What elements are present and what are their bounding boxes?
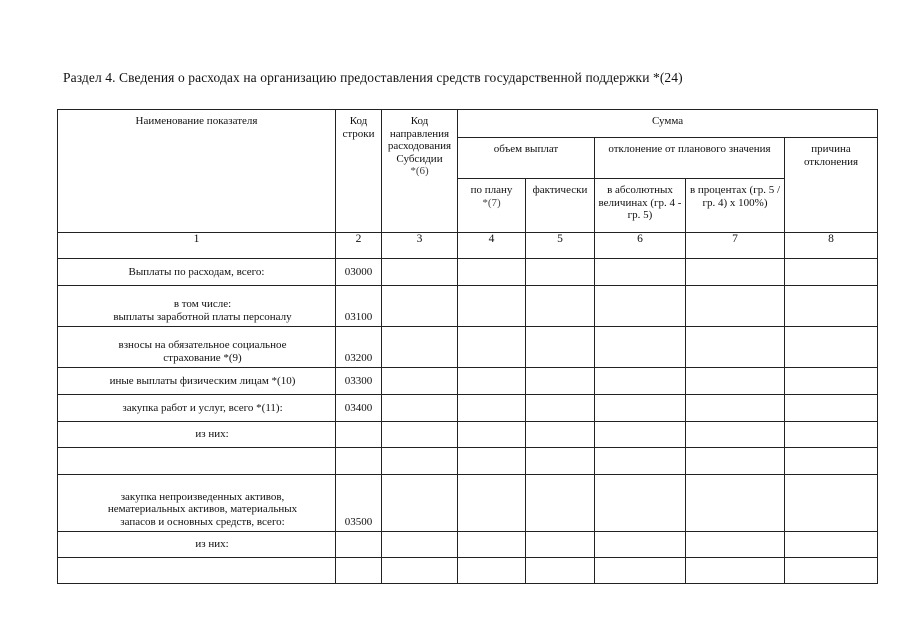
row-label[interactable] [58,558,336,584]
data-cell[interactable] [686,558,785,584]
row-code: 03500 [336,475,382,532]
column-number: 8 [785,233,878,259]
data-cell[interactable] [595,475,686,532]
data-cell[interactable] [526,448,595,475]
header-code: Код строки [336,110,382,233]
row-code[interactable] [336,558,382,584]
table-row [58,286,878,327]
data-cell[interactable] [458,368,526,395]
column-number: 3 [382,233,458,259]
column-number: 2 [336,233,382,259]
row-code[interactable] [336,448,382,475]
data-cell[interactable] [686,327,785,368]
data-cell[interactable] [785,558,878,584]
column-number: 4 [458,233,526,259]
data-cell[interactable] [595,422,686,448]
data-cell[interactable] [595,395,686,422]
data-cell[interactable] [382,475,458,532]
data-cell[interactable] [595,286,686,327]
data-cell[interactable] [382,558,458,584]
row-label: взносы на обязательное социальное страхование *(9) [58,327,336,368]
row-code [336,422,382,448]
data-cell[interactable] [458,395,526,422]
data-cell[interactable] [458,475,526,532]
row-code [336,532,382,558]
header-reason: причина отклонения [785,138,878,233]
row-label: закупка непроизведенных активов, нематериальных активов, материальных запасов и основных средств, всего: [58,475,336,532]
data-cell[interactable] [785,448,878,475]
row-code: 03400 [336,395,382,422]
data-cell[interactable] [785,368,878,395]
data-cell[interactable] [526,368,595,395]
data-cell[interactable] [785,395,878,422]
table-row [58,448,878,475]
data-cell[interactable] [785,259,878,286]
data-cell[interactable] [785,327,878,368]
data-cell[interactable] [526,286,595,327]
column-numbers-row [58,233,878,259]
row-code: 03300 [336,368,382,395]
data-cell[interactable] [526,475,595,532]
data-cell[interactable] [382,422,458,448]
header-deviation: отклонение от планового значения [595,138,785,179]
row-label: иные выплаты физическим лицам *(10) [58,368,336,395]
data-cell[interactable] [526,532,595,558]
data-cell[interactable] [382,395,458,422]
row-label: из них: [58,422,336,448]
data-cell[interactable] [526,395,595,422]
data-cell[interactable] [785,286,878,327]
header-payments: объем выплат [458,138,595,179]
table-row [58,422,878,448]
data-cell[interactable] [686,422,785,448]
header-sum: Сумма [458,110,878,138]
row-label[interactable] [58,448,336,475]
header-row-1 [58,110,878,138]
data-cell[interactable] [785,532,878,558]
data-cell[interactable] [382,327,458,368]
data-cell[interactable] [458,327,526,368]
header-percent: в процентах (гр. 5 / гр. 4) x 100%) [686,179,785,233]
data-cell[interactable] [686,532,785,558]
data-cell[interactable] [382,286,458,327]
row-code: 03200 [336,327,382,368]
data-cell[interactable] [458,286,526,327]
table-row [58,327,878,368]
expenses-table [57,109,878,584]
data-cell[interactable] [686,286,785,327]
data-cell[interactable] [526,558,595,584]
data-cell[interactable] [382,259,458,286]
direction-code-footnote: *(6) [410,165,429,177]
data-cell[interactable] [686,448,785,475]
header-actual: фактически [526,179,595,233]
table-row [58,368,878,395]
column-number: 7 [686,233,785,259]
data-cell[interactable] [785,475,878,532]
data-cell[interactable] [595,532,686,558]
column-number: 5 [526,233,595,259]
plan-footnote: *(7) [482,196,501,209]
table-row [58,259,878,286]
row-code: 03000 [336,259,382,286]
column-number: 1 [58,233,336,259]
data-cell[interactable] [526,422,595,448]
data-cell[interactable] [595,558,686,584]
table-row [58,532,878,558]
data-cell[interactable] [595,448,686,475]
data-cell[interactable] [458,448,526,475]
data-cell[interactable] [382,448,458,475]
data-cell[interactable] [526,327,595,368]
row-label: в том числе: выплаты заработной платы персоналу [58,286,336,327]
data-cell[interactable] [595,327,686,368]
header-plan: по плану *(7) [458,179,526,233]
data-cell[interactable] [382,368,458,395]
header-name: Наименование показателя [58,110,336,233]
data-cell[interactable] [458,532,526,558]
column-number: 6 [595,233,686,259]
data-cell[interactable] [526,259,595,286]
row-label: Выплаты по расходам, всего: [58,259,336,286]
table-row [58,395,878,422]
data-cell[interactable] [686,395,785,422]
data-cell[interactable] [686,259,785,286]
data-cell[interactable] [686,475,785,532]
table-row [58,475,878,532]
row-code: 03100 [336,286,382,327]
row-label: закупка работ и услуг, всего *(11): [58,395,336,422]
data-cell[interactable] [595,368,686,395]
data-cell[interactable] [382,532,458,558]
section-title: Раздел 4. Сведения о расходах на организацию предоставления средств государственной поддержки *(24) [63,70,683,85]
row-label: из них: [58,532,336,558]
data-cell[interactable] [785,422,878,448]
data-cell[interactable] [595,259,686,286]
data-cell[interactable] [458,422,526,448]
header-direction-code: Код направления расходования Субсидии *(6) [382,110,458,233]
header-absolute: в абсолютных величинах (гр. 4 - гр. 5) [595,179,686,233]
data-cell[interactable] [458,259,526,286]
table-row [58,558,878,584]
data-cell[interactable] [458,558,526,584]
data-cell[interactable] [686,368,785,395]
